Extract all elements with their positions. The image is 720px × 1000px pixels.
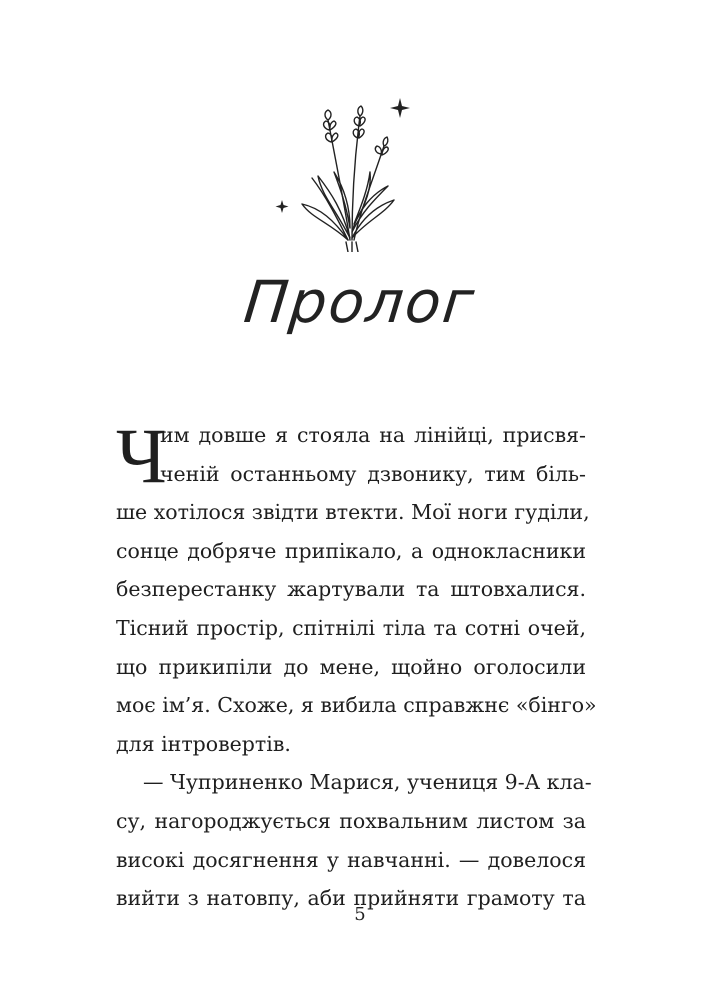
text-line: Тісний простір, спітнілі тіла та сотні очей, xyxy=(116,615,586,640)
text-line: сонце добряче припікало, а однокласники xyxy=(116,538,586,563)
text-line: им довше я стояла на лінійці, присвя- xyxy=(160,423,586,447)
body-text xyxy=(116,412,597,918)
text-line: су, нагороджується похвальним листом за xyxy=(116,808,586,833)
text-line: що прикипіли до мене, щойно оголосили xyxy=(116,654,586,679)
text-line: ше хотілося звідти втекти. Мої ноги гуділи, xyxy=(116,500,590,525)
chapter-title: Пролог xyxy=(240,268,480,336)
text-line: безперестанку жартували та штовхалися. xyxy=(116,577,586,602)
text-line: — Чуприненко Марися, учениця 9-А кла- xyxy=(143,770,592,795)
drop-cap: Ч xyxy=(116,412,167,499)
text-line: високі досягнення у навчанні. — довелося xyxy=(116,847,586,872)
text-line: моє ім’я. Схоже, я вибила справжнє «бінго» xyxy=(116,693,597,718)
text-line: вийти з натовпу, аби прийняти грамоту та xyxy=(116,886,586,911)
text-line: ченій останньому дзвонику, тим біль- xyxy=(160,461,586,486)
page-number: 5 xyxy=(354,904,366,925)
lavender-sprig-icon xyxy=(268,92,418,252)
text-line: для інтровертів. xyxy=(116,731,291,756)
